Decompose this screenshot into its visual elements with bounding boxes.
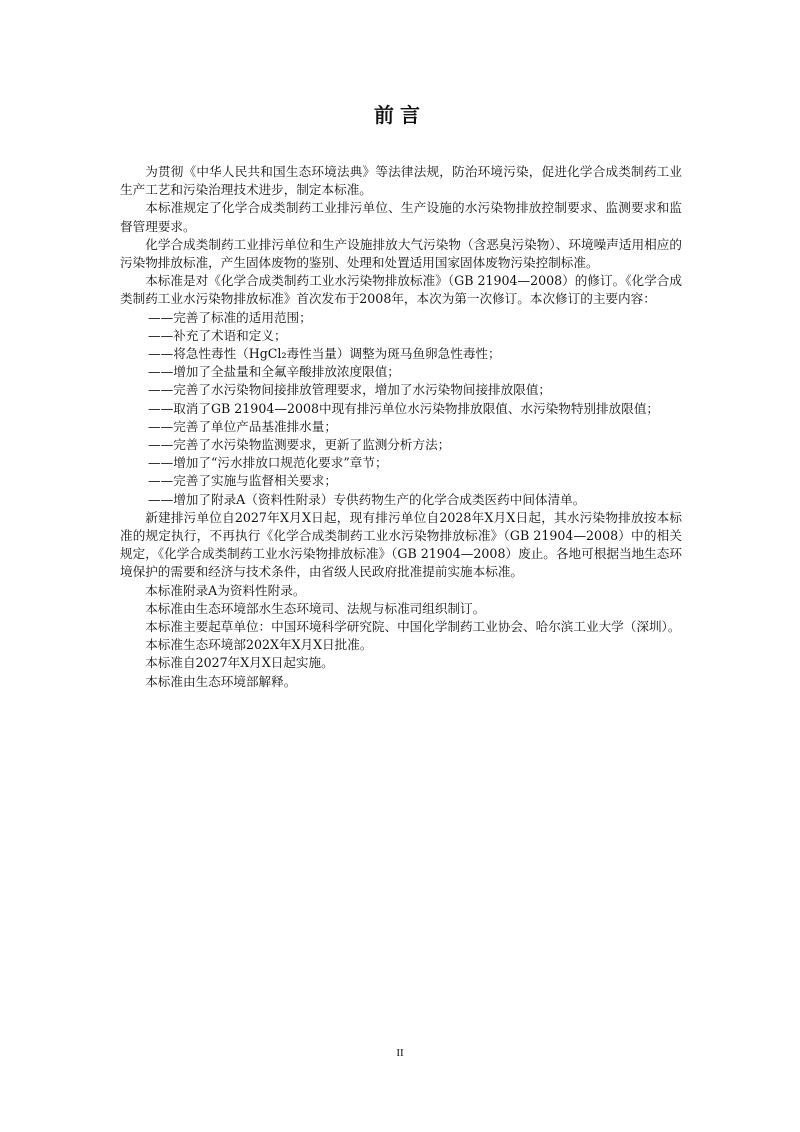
revision-item: ——完善了水污染物监测要求，更新了监测分析方法； bbox=[148, 437, 451, 453]
paragraph-purpose: 为贯彻《中华人民共和国生态环境法典》等法律法规，防治环境污染，促进化学合成类制药工业生产工艺和污染治理技术进步，制定本标准。 bbox=[120, 164, 682, 198]
paragraph-interpretation: 本标准由生态环境部解释。 bbox=[145, 673, 297, 689]
revision-item: ——完善了单位产品基准排水量； bbox=[148, 418, 337, 434]
revision-item: ——补充了术语和定义； bbox=[148, 327, 287, 343]
revision-item: ——将急性毒性（HgCl₂毒性当量）调整为斑马鱼卵急性毒性； bbox=[148, 346, 501, 362]
paragraph-organizer: 本标准由生态环境部水生态环境司、法规与标准司组织制订。 bbox=[145, 600, 486, 616]
revision-item: ——完善了实施与监督相关要求； bbox=[148, 473, 337, 489]
paragraph-drafting-units: 本标准主要起草单位：中国环境科学研究院、中国化学制药工业协会、哈尔滨工业大学（深圳）。 bbox=[145, 619, 681, 635]
revision-item: ——增加了全盐量和全氟辛酸排放浓度限值； bbox=[148, 364, 400, 380]
revision-item: ——完善了标准的适用范围； bbox=[148, 309, 312, 325]
revision-list bbox=[120, 309, 682, 509]
foreword-body bbox=[120, 163, 682, 691]
revision-item: ——增加了“污水排放口规范化要求”章节； bbox=[148, 455, 388, 471]
revision-item: ——完善了水污染物间接排放管理要求，增加了水污染物间接排放限值； bbox=[148, 382, 551, 398]
revision-item: ——增加了附录A（资料性附录）专供药物生产的化学合成类医药中间体清单。 bbox=[148, 491, 586, 507]
paragraph-approval: 本标准生态环境部202X年X月X日批准。 bbox=[145, 637, 373, 653]
paragraph-implementation: 新建排污单位自2027年X月X日起，现有排污单位自2028年X月X日起，其水污染物排放按本标准的规定执行，不再执行《化学合成类制药工业水污染物排放标准》（GB 21904—2008）中的相关规定，《化学合成类制药工业水污染物排放标准》（GB 21904—2008）废止。各地可根据当地生态环境保护的需要和经济与技术条件，由省级人民政府批准提前实施本标准。 bbox=[120, 509, 682, 580]
paragraph-appendix: 本标准附录A为资料性附录。 bbox=[145, 582, 306, 598]
paragraph-scope: 本标准规定了化学合成类制药工业排污单位、生产设施的水污染物排放控制要求、监测要求和监督管理要求。 bbox=[120, 200, 682, 234]
paragraph-other-standards: 化学合成类制药工业排污单位和生产设施排放大气污染物（含恶臭污染物）、环境噪声适用相应的污染物排放标准，产生固体废物的鉴别、处理和处置适用国家固体废物污染控制标准。 bbox=[120, 236, 682, 271]
paragraph-revision-intro: 本标准是对《化学合成类制药工业水污染物排放标准》（GB 21904—2008）的修订。《化学合成类制药工业水污染物排放标准》首次发布于2008年，本次为第一次修订。本次修订的主要内容： bbox=[120, 273, 682, 307]
page-number: II bbox=[396, 1047, 404, 1059]
revision-item: ——取消了GB 21904—2008中现有排污单位水污染物排放限值、水污染物特别排放限值； bbox=[148, 400, 660, 416]
paragraph-effective-date: 本标准自2027年X月X日起实施。 bbox=[145, 655, 334, 671]
page-title: 前言 bbox=[374, 103, 426, 127]
